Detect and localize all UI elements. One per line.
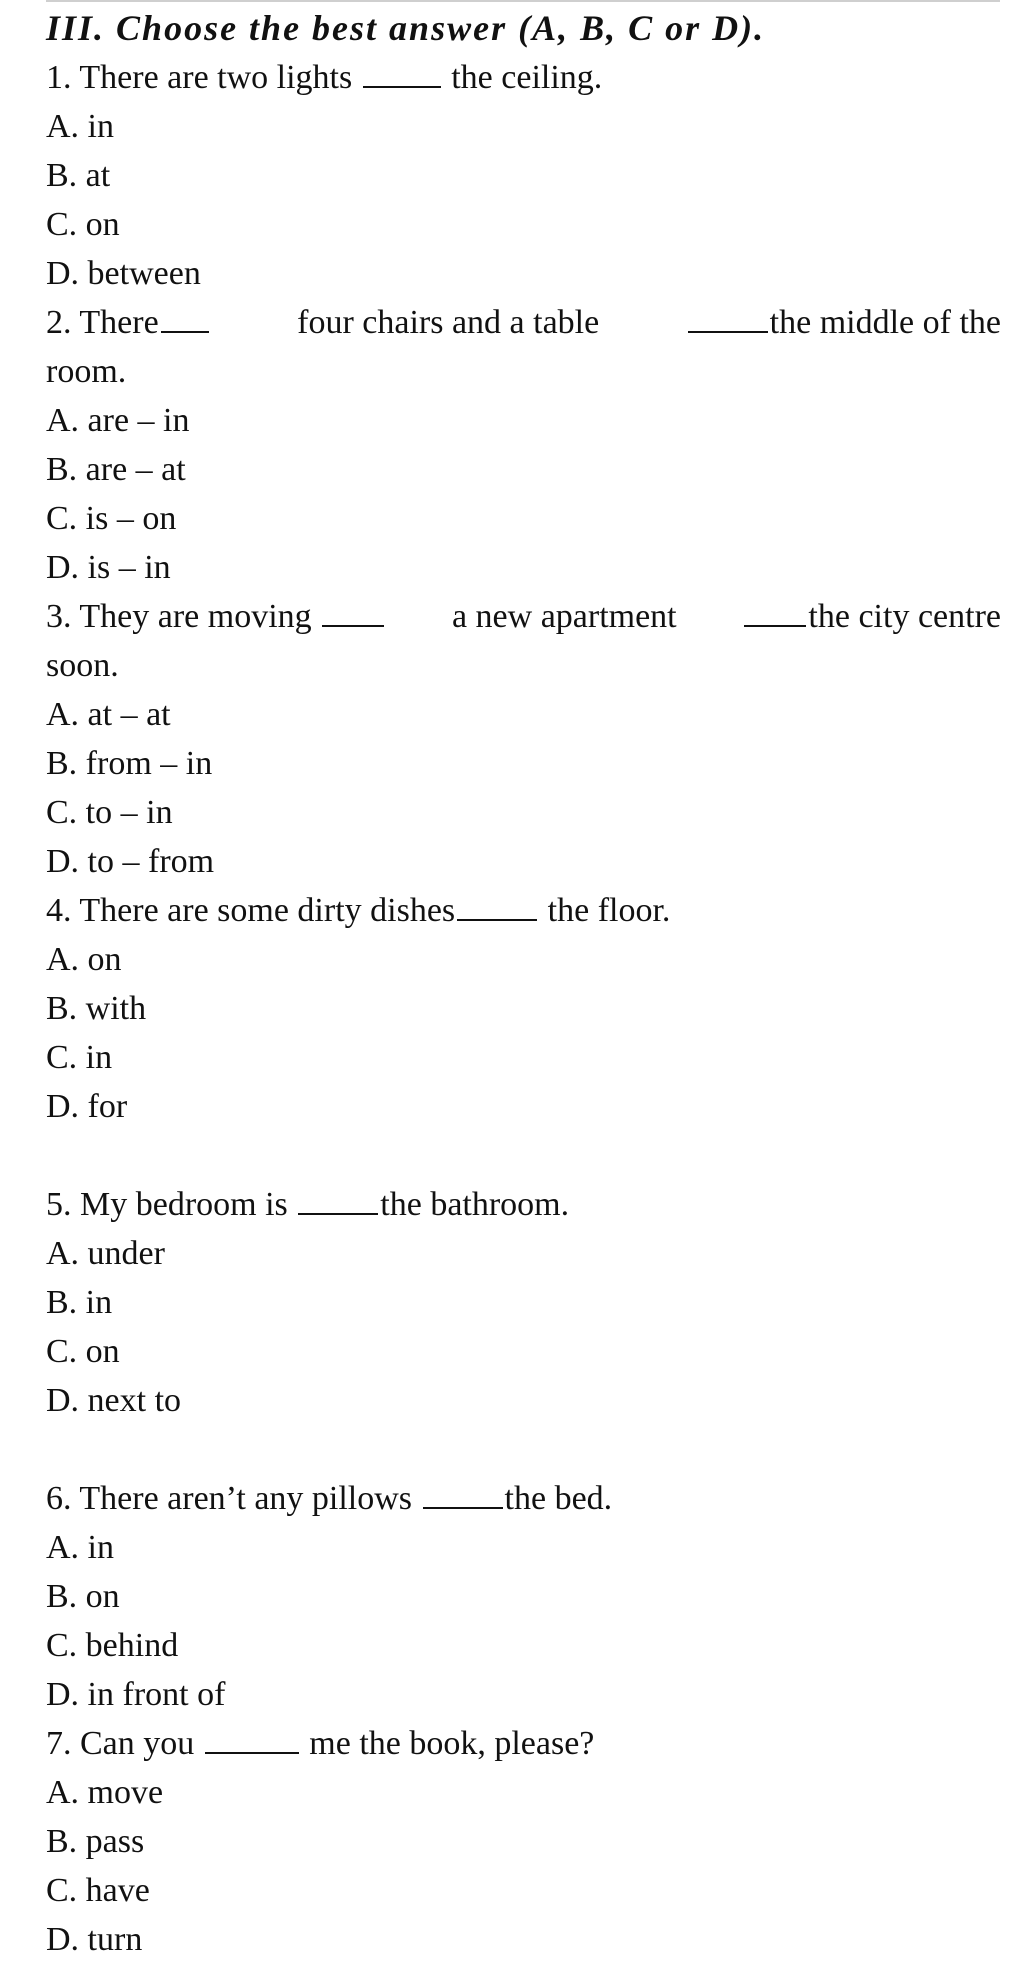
- question-7: [46, 1719, 1001, 1964]
- option-a[interactable]: A. are – in: [46, 402, 190, 439]
- question-stem: [46, 1719, 1001, 1768]
- answer-blank[interactable]: [423, 1477, 503, 1509]
- stem-text: 5. My bedroom is: [46, 1186, 297, 1223]
- option-c[interactable]: C. is – on: [46, 500, 177, 537]
- stem-text: 4. There are some dirty dishes: [46, 892, 456, 929]
- stem-text: the floor.: [539, 892, 671, 929]
- answer-blank[interactable]: [298, 1183, 378, 1215]
- option-b[interactable]: B. from – in: [46, 745, 213, 782]
- spacer: [46, 1131, 1001, 1180]
- option-b[interactable]: B. on: [46, 1578, 120, 1615]
- exercise-heading: III. Choose the best answer (A, B, C or D).: [46, 8, 766, 48]
- option-c[interactable]: C. behind: [46, 1627, 179, 1664]
- option-b[interactable]: B. in: [46, 1284, 113, 1321]
- option-d[interactable]: D. in front of: [46, 1676, 226, 1713]
- option-b[interactable]: B. are – at: [46, 451, 186, 488]
- option-d[interactable]: D. is – in: [46, 549, 171, 586]
- question-stem: [46, 886, 1001, 935]
- stem-continuation: soon.: [46, 647, 119, 684]
- answer-blank[interactable]: [205, 1722, 299, 1754]
- option-d[interactable]: D. for: [46, 1088, 128, 1125]
- spacer: [46, 1425, 1001, 1474]
- stem-text: the bed.: [504, 1480, 613, 1517]
- stem-text: me the book, please?: [300, 1725, 595, 1762]
- answer-blank[interactable]: [744, 595, 806, 627]
- stem-text: a new apartment: [451, 598, 677, 635]
- stem-text: the middle of the: [769, 304, 1001, 341]
- question-stem: [46, 592, 1001, 641]
- question-stem: [46, 298, 1001, 347]
- question-4: [46, 886, 1001, 1131]
- option-d[interactable]: D. next to: [46, 1382, 182, 1419]
- question-stem: [46, 1474, 1001, 1523]
- stem-text: four chairs and a table: [297, 304, 600, 341]
- question-1: [46, 53, 1001, 298]
- stem-text: the city centre: [808, 598, 1001, 635]
- stem-text: 2. There: [46, 304, 159, 341]
- stem-continuation: room.: [46, 353, 127, 390]
- option-d[interactable]: D. turn: [46, 1921, 143, 1958]
- question-stem: [46, 53, 1001, 102]
- worksheet: [46, 0, 1001, 1964]
- question-3: [46, 592, 1001, 886]
- option-c[interactable]: C. on: [46, 206, 120, 243]
- stem-text: 1. There are two lights: [46, 59, 361, 96]
- stem-text: [46, 592, 386, 641]
- question-2: [46, 298, 1001, 592]
- option-d[interactable]: D. to – from: [46, 843, 215, 880]
- stem-text: the bathroom.: [380, 1186, 570, 1223]
- option-c[interactable]: C. in: [46, 1039, 113, 1076]
- option-a[interactable]: A. on: [46, 941, 122, 978]
- option-a[interactable]: A. under: [46, 1235, 165, 1272]
- option-d[interactable]: D. between: [46, 255, 201, 292]
- question-stem: [46, 1180, 1001, 1229]
- option-a[interactable]: A. in: [46, 1529, 114, 1566]
- answer-blank[interactable]: [161, 301, 209, 333]
- option-a[interactable]: A. move: [46, 1774, 164, 1811]
- question-5: [46, 1180, 1001, 1425]
- option-b[interactable]: B. at: [46, 157, 111, 194]
- stem-text: [46, 298, 211, 347]
- option-a[interactable]: A. at – at: [46, 696, 171, 733]
- stem-text: the ceiling.: [442, 59, 603, 96]
- answer-blank[interactable]: [688, 301, 768, 333]
- option-b[interactable]: B. with: [46, 990, 147, 1027]
- stem-text: [742, 592, 1001, 641]
- question-6: [46, 1474, 1001, 1719]
- option-a[interactable]: A. in: [46, 108, 114, 145]
- stem-text: [686, 298, 1001, 347]
- option-c[interactable]: C. to – in: [46, 794, 173, 831]
- option-c[interactable]: C. on: [46, 1333, 120, 1370]
- answer-blank[interactable]: [363, 56, 441, 88]
- option-b[interactable]: B. pass: [46, 1823, 145, 1860]
- answer-blank[interactable]: [457, 889, 537, 921]
- option-c[interactable]: C. have: [46, 1872, 150, 1909]
- answer-blank[interactable]: [322, 595, 384, 627]
- stem-text: 7. Can you: [46, 1725, 203, 1762]
- stem-text: 3. They are moving: [46, 598, 321, 635]
- stem-text: 6. There aren’t any pillows: [46, 1480, 421, 1517]
